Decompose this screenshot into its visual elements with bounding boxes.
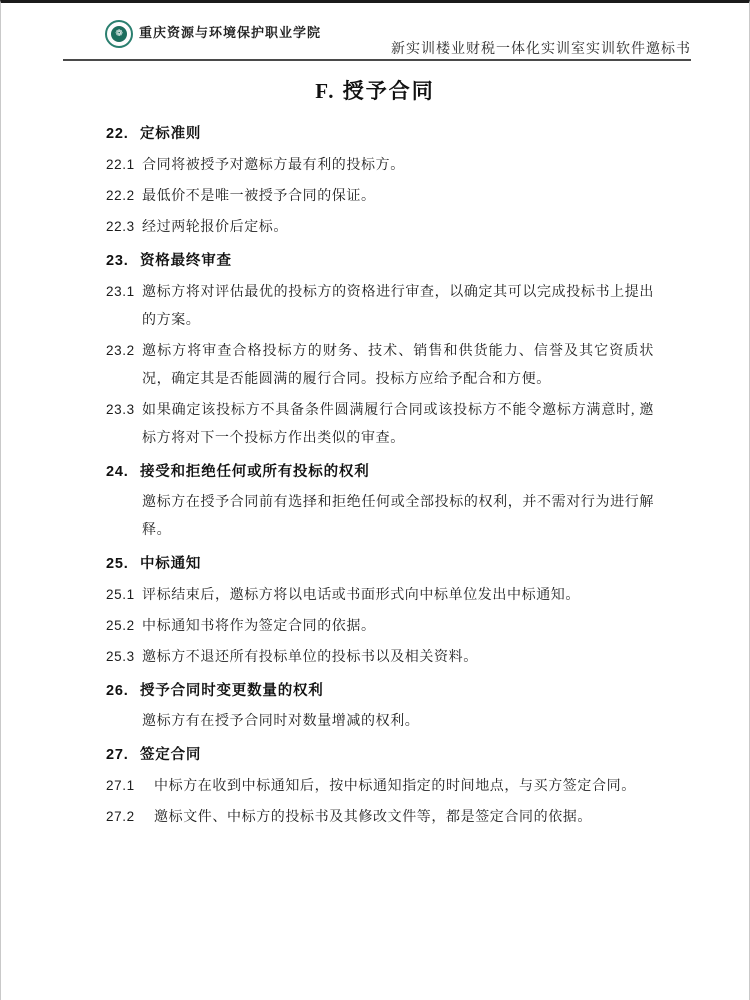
clause-item <box>106 643 654 672</box>
clause-number: 23.3 <box>106 402 135 417</box>
clause-text: 最低价不是唯一被授予合同的保证。 <box>142 189 376 204</box>
section-heading <box>106 551 654 578</box>
section-27 <box>106 742 654 832</box>
clause-item <box>106 612 654 641</box>
section-title: 中标通知 <box>140 556 202 572</box>
clause-text: 中标通知书将作为签定合同的依据。 <box>142 619 376 634</box>
section-title: 授予合同时变更数量的权利 <box>140 683 324 699</box>
college-logo <box>105 20 321 48</box>
clause-number: 22.1 <box>106 157 135 172</box>
section-number: 27. <box>106 747 129 763</box>
clause-number: 25.2 <box>106 618 135 633</box>
clause-item <box>106 337 654 394</box>
clause-item <box>106 772 654 801</box>
clause-number: 25.3 <box>106 649 135 664</box>
section-title: 资格最终审查 <box>140 253 232 269</box>
clause-number: 27.1 <box>106 778 135 793</box>
clause-item <box>106 581 654 610</box>
section-25 <box>106 551 654 672</box>
section-heading <box>106 248 654 275</box>
clause-text: 邀标方将对评估最优的投标方的资格进行审查，以确定其可以完成投标书上提出的方案。 <box>142 285 654 328</box>
clause-item <box>106 278 654 335</box>
college-seal-core-icon: ❁ <box>111 26 127 42</box>
header-doc-title: 新实训楼业财税一体化实训室实训软件邀标书 <box>391 42 691 57</box>
clause-text: 经过两轮报价后定标。 <box>142 220 288 235</box>
clause-number: 23.1 <box>106 284 135 299</box>
page-header <box>63 3 691 61</box>
clause-item <box>106 803 654 832</box>
clause-text: 邀标文件、中标方的投标书及其修改文件等，都是签定合同的依据。 <box>154 810 592 825</box>
section-heading <box>106 459 654 486</box>
clause-text: 邀标方将审查合格投标方的财务、技术、销售和供货能力、信誉及其它资质状况，确定其是否能圆满的履行合同。投标方应给予配合和方便。 <box>142 344 654 387</box>
section-paragraph: 邀标方有在授予合同时对数量增减的权利。 <box>142 714 420 729</box>
clause-text: 评标结束后，邀标方将以电话或书面形式向中标单位发出中标通知。 <box>142 588 580 603</box>
clause-text: 中标方在收到中标通知后，按中标通知指定的时间地点，与买方签定合同。 <box>154 779 636 794</box>
section-title: 签定合同 <box>140 747 202 763</box>
section-paragraph: 邀标方在授予合同前有选择和拒绝任何或全部投标的权利，并不需对行为进行解释。 <box>142 495 654 538</box>
clause-number: 22.3 <box>106 219 135 234</box>
clause-text: 邀标方不退还所有投标单位的投标书以及相关资料。 <box>142 650 478 665</box>
college-seal-icon <box>105 20 133 48</box>
section-number: 24. <box>106 464 129 480</box>
section-number: 25. <box>106 556 129 572</box>
clause-item <box>106 182 654 211</box>
page-title: F. 授予合同 <box>315 79 435 103</box>
clause-number: 25.1 <box>106 587 135 602</box>
section-24 <box>106 459 654 545</box>
clause-text: 如果确定该投标方不具备条件圆满履行合同或该投标方不能令邀标方满意时, 邀标方将对下一个投标方作出类似的审查。 <box>142 403 654 446</box>
clause-number: 22.2 <box>106 188 135 203</box>
section-title: 接受和拒绝任何或所有投标的权利 <box>140 464 370 480</box>
section-23 <box>106 248 654 453</box>
clause-item <box>106 213 654 242</box>
section-title: 定标准则 <box>140 126 202 142</box>
college-name: 重庆资源与环境保护职业学院 <box>139 25 322 40</box>
section-number: 22. <box>106 126 129 142</box>
section-number: 23. <box>106 253 129 269</box>
sections-container <box>106 121 654 832</box>
clause-number: 23.2 <box>106 343 135 358</box>
section-heading <box>106 678 654 705</box>
section-heading <box>106 121 654 148</box>
section-22 <box>106 121 654 242</box>
clause-text: 合同将被授予对邀标方最有利的投标方。 <box>142 158 405 173</box>
clause-item <box>106 151 654 180</box>
section-heading <box>106 742 654 769</box>
college-logo-text <box>139 20 321 42</box>
section-26 <box>106 678 654 736</box>
clause-number: 27.2 <box>106 809 135 824</box>
clause-item <box>106 396 654 453</box>
section-number: 26. <box>106 683 129 699</box>
